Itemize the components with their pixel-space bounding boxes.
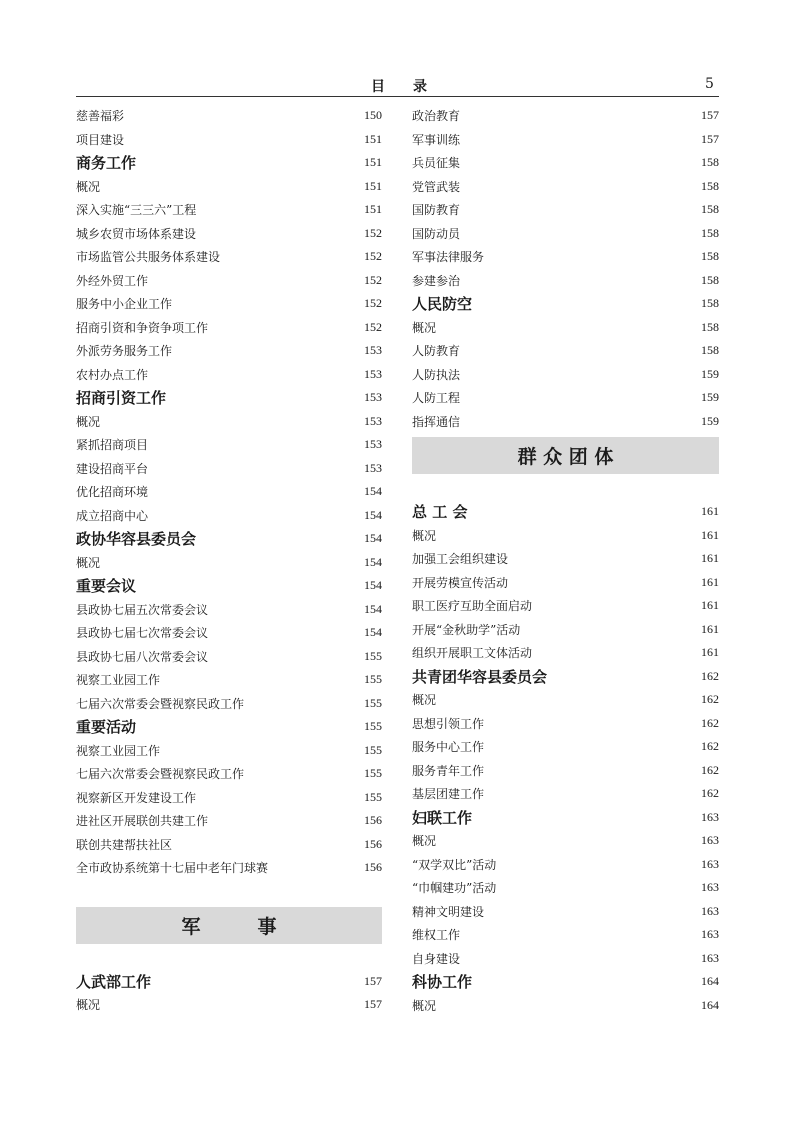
entry-title: 城乡农贸市场体系建设 [76,226,197,241]
entry-title: 县政协七届五次常委会议 [76,602,209,617]
page-ref: 158 [701,202,719,217]
entry-title: 概况 [412,320,437,335]
toc-entry[interactable] [412,410,719,434]
toc-right-after-list [412,500,719,1017]
toc-entry[interactable] [76,175,382,199]
spacer [412,474,719,500]
toc-section-heading[interactable] [76,715,382,739]
toc-entry[interactable] [412,618,719,642]
page-ref: 151 [364,202,382,217]
entry-title: 概况 [412,693,437,708]
page-ref: 162 [701,715,719,730]
page-ref: 150 [364,108,382,123]
toc-entry[interactable] [412,151,719,175]
page-ref: 153 [364,413,382,428]
page-ref: 153 [364,390,382,405]
page-ref: 163 [701,833,719,848]
category-banner-military: 军 事 [76,907,382,944]
page-ref: 154 [364,601,382,616]
entry-title: 军事法律服务 [412,250,485,265]
page-ref: 156 [364,836,382,851]
toc-entry[interactable] [412,688,719,712]
toc-entry[interactable] [76,245,382,269]
entry-title: 概况 [76,555,101,570]
toc-entry[interactable] [412,594,719,618]
page-ref: 163 [701,809,719,824]
page-ref: 163 [701,927,719,942]
page-ref: 152 [364,272,382,287]
toc-entry[interactable] [412,128,719,152]
toc-section-heading[interactable] [412,292,719,316]
entry-title: 组织开展职工文体活动 [412,646,533,661]
page-ref: 158 [701,155,719,170]
entry-title: 参建参治 [412,273,461,288]
section-title: 政协华容县委员会 [76,530,197,549]
page-ref: 163 [701,880,719,895]
section-title: 人民防空 [412,295,473,314]
entry-title: 建设招商平台 [76,461,149,476]
page-ref: 161 [701,551,719,566]
category-banner-mass-organizations: 群 众 团 体 [412,437,719,474]
page-ref: 158 [701,249,719,264]
section-title: 共青团华容县委员会 [412,667,548,686]
entry-title: 县政协七届八次常委会议 [76,649,209,664]
page-ref: 161 [701,598,719,613]
toc-entry[interactable] [76,762,382,786]
entry-title: 开展劳模宣传活动 [412,575,509,590]
entry-title: 招商引资和争资争项工作 [76,320,209,335]
toc-entry[interactable] [412,524,719,548]
page-ref: 153 [364,343,382,358]
toc-left-column [76,104,382,1017]
page-ref: 158 [701,296,719,311]
page-ref: 163 [701,950,719,965]
entry-title: 开展“金秋助学”活动 [412,622,521,637]
toc-section-heading[interactable] [76,151,382,175]
toc-entry[interactable] [76,993,382,1017]
page-ref: 152 [364,249,382,264]
toc-section-heading[interactable] [412,500,719,524]
section-title: 商务工作 [76,154,137,173]
page-ref: 151 [364,178,382,193]
toc-section-heading[interactable] [412,665,719,689]
page-ref: 154 [364,625,382,640]
section-title: 人武部工作 [76,972,152,991]
toc-entry[interactable] [412,104,719,128]
page-ref: 158 [701,178,719,193]
page-ref: 161 [701,621,719,636]
entry-title: 服务中心工作 [412,740,485,755]
entry-title: 维权工作 [412,928,461,943]
toc-entry[interactable] [76,363,382,387]
spacer [76,880,382,907]
entry-title: 七届六次常委会暨视察民政工作 [76,696,245,711]
page-ref: 155 [364,789,382,804]
entry-title: 外派劳务服务工作 [76,344,173,359]
toc-entry[interactable] [412,712,719,736]
header-rule [76,96,719,97]
toc-entry[interactable] [412,269,719,293]
page-ref: 155 [364,742,382,757]
section-title: 重要会议 [76,577,137,596]
entry-title: 县政协七届七次常委会议 [76,626,209,641]
toc-entry[interactable] [76,645,382,669]
page-number: 5 [705,76,714,92]
page-ref: 153 [364,437,382,452]
page-ref: 161 [701,574,719,589]
entry-title: 概况 [412,998,437,1013]
page-ref: 162 [701,762,719,777]
entry-title: 指挥通信 [412,414,461,429]
page-ref: 156 [364,860,382,875]
toc-section-heading[interactable] [412,970,719,994]
page-ref: 158 [701,343,719,358]
entry-title: 概况 [76,414,101,429]
toc-entry[interactable] [76,856,382,880]
toc-entry[interactable] [412,175,719,199]
page-ref: 161 [701,527,719,542]
entry-title: 概况 [76,179,101,194]
section-title: 重要活动 [76,718,137,737]
page-ref: 164 [701,974,719,989]
page-ref: 158 [701,225,719,240]
toc-left-list [76,104,382,880]
toc-entry[interactable] [412,339,719,363]
section-title: 妇联工作 [412,808,473,827]
page-ref: 155 [364,672,382,687]
toc-entry[interactable] [412,222,719,246]
toc-entry[interactable] [412,947,719,971]
toc-entry[interactable] [412,759,719,783]
page-ref: 154 [364,507,382,522]
entry-title: 概况 [76,998,101,1013]
page-ref: 158 [701,272,719,287]
toc-entry[interactable] [76,809,382,833]
toc-entry[interactable] [76,339,382,363]
page-ref: 163 [701,903,719,918]
entry-title: 视察新区开发建设工作 [76,790,197,805]
entry-title: 联创共建帮扶社区 [76,837,173,852]
page-ref: 159 [701,413,719,428]
entry-title: 加强工会组织建设 [412,552,509,567]
entry-title: 紧抓招商项目 [76,438,149,453]
entry-title: 服务青年工作 [412,763,485,778]
page-ref: 159 [701,366,719,381]
toc-entry[interactable] [76,457,382,481]
toc-section-heading[interactable] [412,806,719,830]
page-ref: 164 [701,997,719,1012]
toc-entry[interactable] [412,829,719,853]
toc-entry[interactable] [76,786,382,810]
toc-section-heading[interactable] [76,386,382,410]
entry-title: 进社区开展联创共建工作 [76,814,209,829]
entry-title: 深入实施“三三六”工程 [76,203,197,218]
header-title-left: 目 [371,79,385,95]
page-ref: 152 [364,296,382,311]
toc-entry[interactable] [412,571,719,595]
entry-title: “巾帼建功”活动 [412,881,497,896]
toc-section-heading[interactable] [76,970,382,994]
toc-entry[interactable] [412,923,719,947]
entry-title: 兵员征集 [412,156,461,171]
entry-title: 市场监管公共服务体系建设 [76,250,221,265]
toc-entry[interactable] [76,128,382,152]
page-ref: 154 [364,578,382,593]
page-ref: 151 [364,131,382,146]
toc-entry[interactable] [412,735,719,759]
entry-title: 七届六次常委会暨视察民政工作 [76,767,245,782]
page-ref: 154 [364,554,382,569]
section-title: 科协工作 [412,973,473,992]
page-ref: 152 [364,319,382,334]
entry-title: 精神文明建设 [412,904,485,919]
page-ref: 151 [364,155,382,170]
toc-section-heading[interactable] [76,574,382,598]
entry-title: 政治教育 [412,109,461,124]
entry-title: 优化招商环境 [76,485,149,500]
toc-entry[interactable] [76,668,382,692]
entry-title: 视察工业园工作 [76,673,161,688]
page-ref: 154 [364,484,382,499]
entry-title: 外经外贸工作 [76,273,149,288]
toc-entry[interactable] [412,316,719,340]
page-ref: 161 [701,504,719,519]
entry-title: 人防工程 [412,391,461,406]
toc-right-list [412,104,719,433]
toc-entry[interactable] [412,994,719,1018]
toc-entry[interactable] [76,269,382,293]
entry-title: 基层团建工作 [412,787,485,802]
entry-title: 军事训练 [412,132,461,147]
entry-title: 思想引领工作 [412,716,485,731]
page-ref: 161 [701,645,719,660]
page-ref: 155 [364,766,382,781]
entry-title: 人防执法 [412,367,461,382]
toc-entry[interactable] [76,410,382,434]
entry-title: 概况 [412,528,437,543]
page-ref: 163 [701,856,719,871]
toc-entry[interactable] [412,641,719,665]
page-ref: 162 [701,692,719,707]
page-ref: 162 [701,786,719,801]
page-ref: 157 [364,997,382,1012]
entry-title: 视察工业园工作 [76,743,161,758]
toc-entry[interactable] [76,104,382,128]
toc-entry[interactable] [76,504,382,528]
toc-entry[interactable] [412,876,719,900]
toc-entry[interactable] [76,292,382,316]
toc-entry[interactable] [412,853,719,877]
toc-entry[interactable] [412,900,719,924]
toc-entry[interactable] [412,198,719,222]
page-ref: 153 [364,366,382,381]
page-ref: 158 [701,319,719,334]
toc-entry[interactable] [412,547,719,571]
entry-title: 项目建设 [76,132,125,147]
entry-title: 国防动员 [412,226,461,241]
page-ref: 155 [364,648,382,663]
entry-title: 职工医疗互助全面启动 [412,599,533,614]
toc-entry[interactable] [76,551,382,575]
entry-title: 国防教育 [412,203,461,218]
page-ref: 155 [364,695,382,710]
page-ref: 153 [364,460,382,475]
entry-title: 成立招商中心 [76,508,149,523]
entry-title: “双学双比”活动 [412,857,497,872]
toc-entry[interactable] [76,222,382,246]
toc-entry[interactable] [76,692,382,716]
toc-entry[interactable] [76,621,382,645]
entry-title: 自身建设 [412,951,461,966]
page-ref: 162 [701,739,719,754]
toc-entry[interactable] [412,363,719,387]
toc-entry[interactable] [76,833,382,857]
toc-entry[interactable] [412,782,719,806]
entry-title: 人防教育 [412,344,461,359]
entry-title: 农村办点工作 [76,367,149,382]
toc-entry[interactable] [412,245,719,269]
toc-entry[interactable] [76,480,382,504]
toc-left-after-list [76,970,382,1017]
toc-entry[interactable] [76,316,382,340]
spacer [76,944,382,970]
page-ref: 157 [701,108,719,123]
page-ref: 157 [701,131,719,146]
page-ref: 155 [364,719,382,734]
section-title: 总 工 会 [412,503,468,522]
page-ref: 156 [364,813,382,828]
entry-title: 服务中小企业工作 [76,297,173,312]
page-ref: 162 [701,668,719,683]
toc-entry[interactable] [412,386,719,410]
page-ref: 157 [364,973,382,988]
page-ref: 159 [701,390,719,405]
toc-entry[interactable] [76,198,382,222]
entry-title: 全市政协系统第十七届中老年门球赛 [76,861,269,876]
entry-title: 概况 [412,834,437,849]
toc-entry[interactable] [76,739,382,763]
page-ref: 152 [364,225,382,240]
toc-right-column [412,104,719,1017]
entry-title: 党管武装 [412,179,461,194]
header-title-right: 录 [413,79,427,95]
section-title: 招商引资工作 [76,389,167,408]
toc-entry[interactable] [76,598,382,622]
toc-entry[interactable] [76,433,382,457]
entry-title: 慈善福彩 [76,109,125,124]
page-ref: 154 [364,531,382,546]
toc-section-heading[interactable] [76,527,382,551]
